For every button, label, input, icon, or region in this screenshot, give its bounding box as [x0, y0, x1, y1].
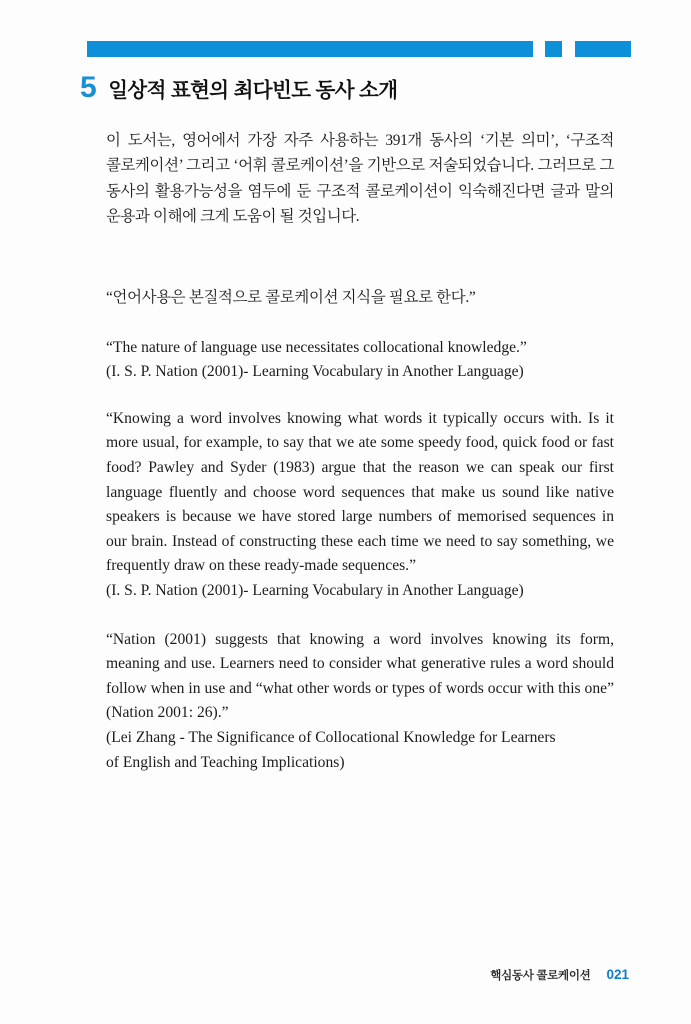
page-content: [106, 128, 614, 775]
intro-paragraph: 이 도서는, 영어에서 가장 자주 사용하는 391개 동사의 ‘기본 의미’, ‘구조적 콜로케이션’ 그리고 ‘어휘 콜로케이션’을 기반으로 저술되었습니다. 그러므로 그 동사의 활용가능성을 염두에 둔 구조적 콜로케이션이 익숙해진다면 글과 말의 운용과 이해에 크게 도움이 될 것입니다.: [106, 132, 614, 226]
header-bar-long: [87, 41, 533, 57]
header-decoration: [0, 41, 691, 57]
quote-3-text: “Nation (2001) suggests that knowing a word involves knowing its form, meaning and use. Learners need to consider what generative rules a word should follow when in use and “what other words or types of words occur with this one” (Nation 2001: 26).”: [106, 630, 614, 722]
chapter-heading: [80, 73, 397, 103]
quote-block-1: [106, 336, 614, 385]
quote-3-source-line-2: of English and Teaching Implications): [106, 753, 345, 771]
quote-1-text: “The nature of language use necessitates collocational knowledge.”: [106, 338, 527, 356]
korean-quote: “언어사용은 본질적으로 콜로케이션 지식을 필요로 한다.”: [106, 288, 476, 306]
header-bar-mid: [575, 41, 631, 57]
quote-block-3: [106, 628, 614, 776]
quote-2-source: (I. S. P. Nation (2001)- Learning Vocabulary in Another Language): [106, 581, 524, 599]
quote-3-source-line-1: (Lei Zhang - The Significance of Collocational Knowledge for Learners: [106, 728, 556, 746]
quote-2-text: “Knowing a word involves knowing what words it typically occurs with. Is it more usual, for example, to say that we ate some speedy food, quick food or fast food? Pawley and Syder (1983) argue that the reason we can speak our first language fluently and choose word sequences that make us sound like native speakers is because we have stored large numbers of memorised sequences in our brain. Instead of constructing these each time we need to say something, we frequently draw on these ready-made sequences.”: [106, 409, 614, 575]
page-footer: [490, 967, 629, 983]
quote-1-source: (I. S. P. Nation (2001)- Learning Vocabulary in Another Language): [106, 363, 524, 381]
quote-block-2: [106, 407, 614, 604]
page-title: 일상적 표현의 최다빈도 동사 소개: [108, 79, 398, 102]
page-number: 021: [606, 967, 629, 982]
footer-label: 핵심동사 콜로케이션: [490, 970, 591, 982]
header-bar-square: [545, 41, 562, 57]
chapter-number: 5: [80, 71, 97, 104]
